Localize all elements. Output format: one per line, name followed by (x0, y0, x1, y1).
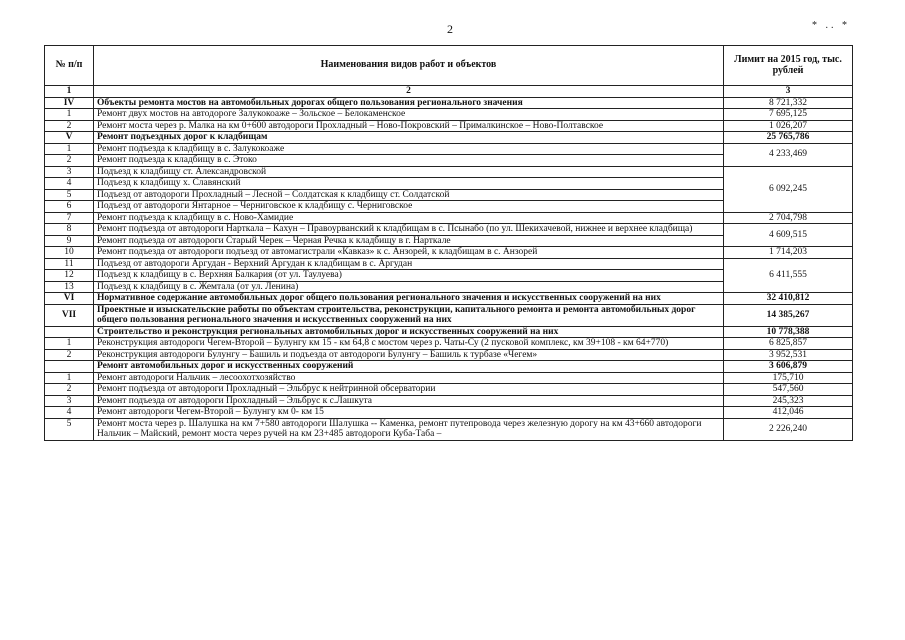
row-number: 2 (45, 155, 94, 167)
subsection-row (45, 361, 853, 373)
row-amount: 245,323 (724, 395, 853, 407)
row-amount: 10 778,388 (724, 326, 853, 338)
row-number: 11 (45, 258, 94, 270)
row-number: 4 (45, 178, 94, 190)
row-number (45, 326, 94, 338)
row-name: Ремонт подъезда от автодороги Прохладный – Эльбрус к с.Лашкута (94, 395, 724, 407)
index-1: 1 (45, 86, 94, 98)
table-row (45, 247, 853, 259)
table-row (45, 109, 853, 121)
row-number: V (45, 132, 94, 144)
column-index-row (45, 86, 853, 98)
row-name: Подъезд от автодороги Прохладный – Лесной – Солдатская к кладбищу ст. Солдатской (94, 189, 724, 201)
row-amount: 25 765,786 (724, 132, 853, 144)
corner-mark: * .. * (812, 20, 850, 31)
row-name: Проектные и изыскательские работы по объектам строительства, реконструкции, капитального ремонта и ремонта автомобильных дорог общего пользования регионального значения и искусственных сооружений на них (94, 304, 724, 326)
row-number: 12 (45, 270, 94, 282)
row-name: Ремонт подъездных дорог к кладбищам (94, 132, 724, 144)
row-amount: 32 410,812 (724, 293, 853, 305)
row-amount: 6 825,857 (724, 338, 853, 350)
row-amount: 7 695,125 (724, 109, 853, 121)
table-header-row (45, 46, 853, 86)
page-number: 2 (447, 22, 453, 36)
index-3: 3 (724, 86, 853, 98)
row-number: 10 (45, 247, 94, 259)
row-name: Объекты ремонта мостов на автомобильных дорогах общего пользования регионального значения (94, 97, 724, 109)
row-name: Ремонт подъезда от автодороги Нарткала – Кахун – Правоурванский к кладбищам в с. Псынабо (по ул. Шекихачевой, нижнее и верхнее кладбища) (94, 224, 724, 236)
row-name: Ремонт моста через р. Шалушка на км 7+580 автодороги Шалушка -- Каменка, ремонт путепровода через железную дорогу на км 43+660 автодороги Нальчик – Майский, ремонт моста через ручей на км 23+485 автодороги Куба-Таба – (94, 418, 724, 440)
row-amount: 1 714,203 (724, 247, 853, 259)
row-number: 8 (45, 224, 94, 236)
table-row (45, 338, 853, 350)
row-name: Ремонт автодороги Нальчик – лесоохотхозяйство (94, 372, 724, 384)
row-number: 13 (45, 281, 94, 293)
row-amount: 4 609,515 (724, 224, 853, 247)
subsection-row (45, 326, 853, 338)
row-amount: 14 385,267 (724, 304, 853, 326)
row-number: VI (45, 293, 94, 305)
section-row (45, 304, 853, 326)
row-name: Подъезд к кладбищу х. Славянский (94, 178, 724, 190)
row-amount: 3 606,879 (724, 361, 853, 373)
table-row (45, 212, 853, 224)
works-table (44, 45, 853, 441)
row-number: 1 (45, 372, 94, 384)
row-name: Реконструкция автодороги Булунгу – Башиль и подъезда от автодороги Булунгу – Башиль к турбазе «Чегем» (94, 349, 724, 361)
row-number: 9 (45, 235, 94, 247)
table-row (45, 407, 853, 419)
table-row (45, 258, 853, 270)
table-row (45, 372, 853, 384)
header-limit: Лимит на 2015 год, тыс. рублей (724, 46, 853, 86)
row-number: 7 (45, 212, 94, 224)
row-amount: 4 233,469 (724, 143, 853, 166)
row-name: Подъезд от автодороги Янтарное – Черниговское к кладбищу с. Черниговское (94, 201, 724, 213)
row-name: Нормативное содержание автомобильных дорог общего пользования регионального значения и искусственных сооружений на них (94, 293, 724, 305)
row-name: Ремонт подъезда от автодороги Прохладный – Эльбрус к нейтринной обсерватории (94, 384, 724, 396)
row-amount: 547,560 (724, 384, 853, 396)
row-number: 2 (45, 384, 94, 396)
row-number: 3 (45, 166, 94, 178)
row-amount: 3 952,531 (724, 349, 853, 361)
row-amount: 1 026,207 (724, 120, 853, 132)
row-amount: 2 226,240 (724, 418, 853, 440)
row-name: Ремонт моста через р. Малка на км 0+600 автодороги Прохладный – Ново-Покровский – Прималкинское – Ново-Полтавское (94, 120, 724, 132)
row-number: 2 (45, 120, 94, 132)
header-number: № п/п (45, 46, 94, 86)
row-amount: 175,710 (724, 372, 853, 384)
index-2: 2 (94, 86, 724, 98)
row-number: 5 (45, 189, 94, 201)
row-number: 5 (45, 418, 94, 440)
row-number: 3 (45, 395, 94, 407)
row-amount: 6 092,245 (724, 166, 853, 212)
table-row (45, 384, 853, 396)
section-row (45, 293, 853, 305)
row-name: Ремонт подъезда к кладбищу в с. Ново-Хамидие (94, 212, 724, 224)
table-row (45, 418, 853, 440)
table-row (45, 120, 853, 132)
row-number: 6 (45, 201, 94, 213)
row-number: IV (45, 97, 94, 109)
row-number: 1 (45, 143, 94, 155)
row-name: Ремонт подъезда к кладбищу в с. Этоко (94, 155, 724, 167)
row-amount: 2 704,798 (724, 212, 853, 224)
row-name: Ремонт подъезда от автодороги Старый Черек – Черная Речка к кладбищу в г. Нарткале (94, 235, 724, 247)
row-name: Подъезд к кладбищу в с. Верхняя Балкария (от ул. Таулуева) (94, 270, 724, 282)
table-row (45, 349, 853, 361)
row-name: Подъезд к кладбищу в с. Жемтала (от ул. Ленина) (94, 281, 724, 293)
table-row (45, 166, 853, 178)
table-row (45, 224, 853, 236)
row-name: Ремонт двух мостов на автодороге Залукокоаже – Зольское – Белокаменское (94, 109, 724, 121)
row-number: 1 (45, 109, 94, 121)
row-name: Ремонт автомобильных дорог и искусственных сооружений (94, 361, 724, 373)
row-number (45, 361, 94, 373)
row-number: 2 (45, 349, 94, 361)
row-name: Строительство и реконструкция региональных автомобильных дорог и искусственных сооружений на них (94, 326, 724, 338)
row-name: Подъезд от автодороги Аргудан - Верхний Аргудан к кладбищам в с. Аргудан (94, 258, 724, 270)
row-number: 4 (45, 407, 94, 419)
row-amount: 412,046 (724, 407, 853, 419)
row-amount: 8 721,332 (724, 97, 853, 109)
table-row (45, 143, 853, 155)
header-name: Наименования видов работ и объектов (94, 46, 724, 86)
row-number: 1 (45, 338, 94, 350)
row-amount: 6 411,555 (724, 258, 853, 293)
row-name: Подъезд к кладбищу ст. Александровской (94, 166, 724, 178)
row-number: VII (45, 304, 94, 326)
row-name: Ремонт подъезда от автодороги подъезд от автомагистрали «Кавказ» к с. Анзорей, к кладбищам в с. Анзорей (94, 247, 724, 259)
section-row (45, 97, 853, 109)
table-row (45, 395, 853, 407)
row-name: Реконструкция автодороги Чегем-Второй – Булунгу км 15 - км 64,8 с мостом через р. Чаты-Су (2 пусковой комплекс, км 39+108 - км 64+770) (94, 338, 724, 350)
row-name: Ремонт автодороги Чегем-Второй – Булунгу км 0- км 15 (94, 407, 724, 419)
row-name: Ремонт подъезда к кладбищу в с. Залукокоаже (94, 143, 724, 155)
section-row (45, 132, 853, 144)
